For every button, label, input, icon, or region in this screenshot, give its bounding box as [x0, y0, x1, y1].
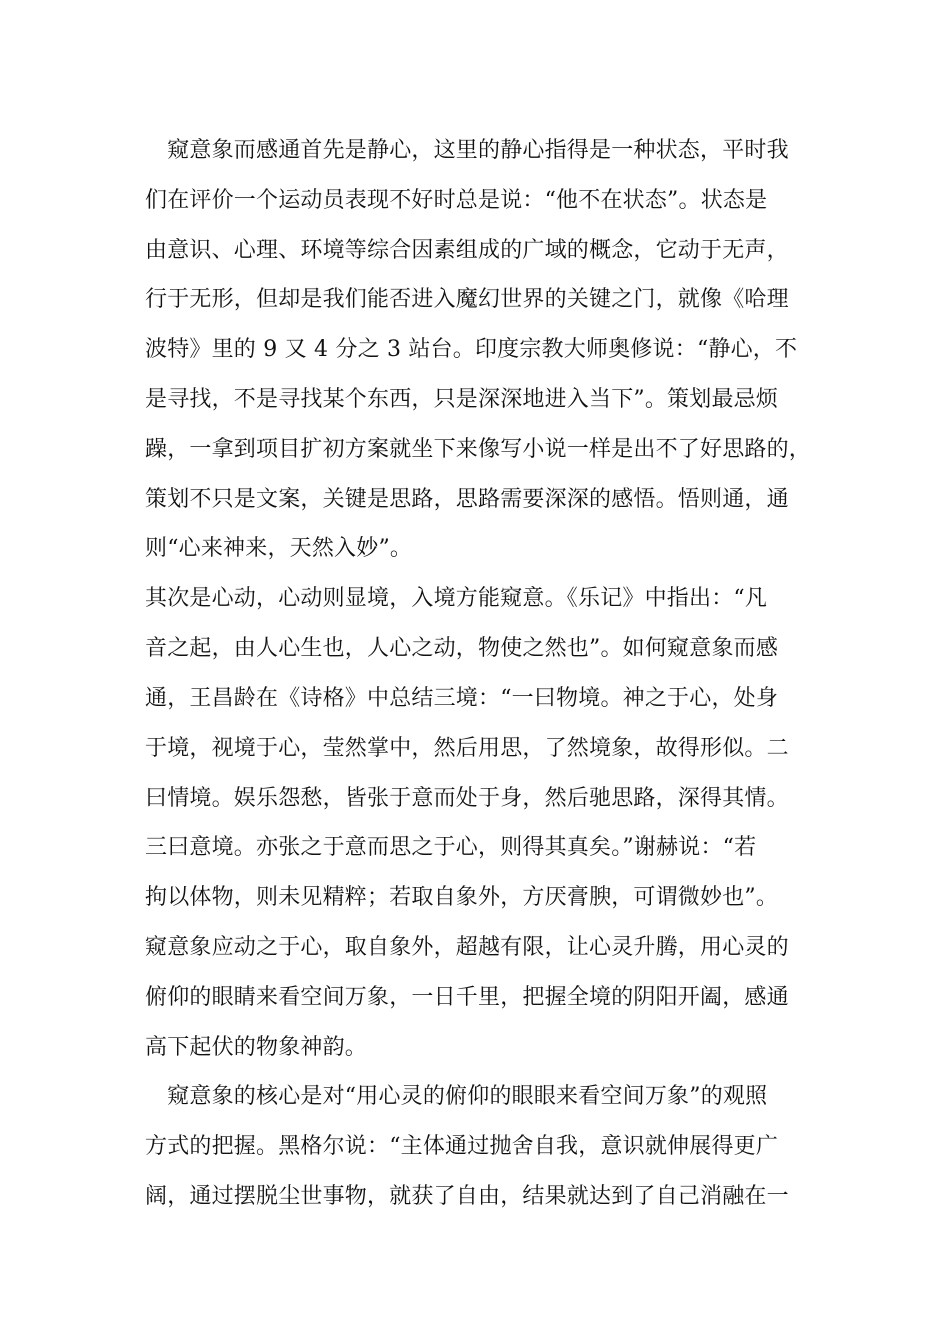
text-line: 行于无形，但却是我们能否进入魔幻世界的关键之门，就像《哈理: [145, 287, 789, 312]
text-line: 由意识、心理、环境等综合因素组成的广域的概念，它动于无声，: [145, 238, 789, 263]
text-line: 俯仰的眼睛来看空间万象，一日千里，把握全境的阴阳开阖，感通: [145, 985, 789, 1010]
text-line: 窥意象的核心是对“用心灵的俯仰的眼眼来看空间万象”的观照: [145, 1084, 768, 1109]
text-line: 三曰意境。亦张之于意而思之于心，则得其真矣。”谢赫说：“若: [145, 835, 757, 860]
text-line: 曰情境。娱乐怨愁，皆张于意而处于身，然后驰思路，深得其情。: [145, 786, 789, 811]
text-line: 窥意象而感通首先是静心，这里的静心指得是一种状态，平时我: [145, 138, 789, 163]
text-line: 则“心来神来，天然入妙”。: [145, 536, 413, 561]
text-line: 策划不只是文案，关键是思路，思路需要深深的感悟。悟则通，通: [145, 487, 789, 512]
text-line: 高下起伏的物象神韵。: [145, 1035, 368, 1060]
text-line: 是寻找，不是寻找某个东西，只是深深地进入当下”。策划最忌烦: [145, 387, 779, 412]
text-line: 方式的把握。黑格尔说：“主体通过抛舍自我，意识就伸展得更广: [145, 1134, 779, 1159]
text-line: 们在评价一个运动员表现不好时总是说：“他不在状态”。状态是: [145, 188, 768, 213]
text-line: 音之起，由人心生也，人心之动，物使之然也”。如何窥意象而感: [145, 636, 779, 661]
text-line: 波特》里的 9 又 4 分之 3 站台。印度宗教大师奥修说：“静心，不: [145, 337, 798, 362]
text-line: 窥意象应动之于心，取自象外，超越有限，让心灵升腾，用心灵的: [145, 935, 789, 960]
text-line: 躁，一拿到项目扩初方案就坐下来像写小说一样是出不了好思路的，: [145, 437, 812, 462]
text-line: 于境，视境于心，莹然掌中，然后用思，了然境象，故得形似。二: [145, 736, 789, 761]
text-line: 拘以体物，则未见精粹；若取自象外，方厌膏腴，可谓微妙也”。: [145, 885, 779, 910]
text-line: 其次是心动，心动则显境，入境方能窥意。《乐记》中指出：“凡: [145, 586, 768, 611]
text-line: 通，王昌龄在《诗格》中总结三境：“一曰物境。神之于心，处身: [145, 686, 779, 711]
text-line: 阔，通过摆脱尘世事物，就获了自由，结果就达到了自己消融在一: [145, 1184, 789, 1209]
